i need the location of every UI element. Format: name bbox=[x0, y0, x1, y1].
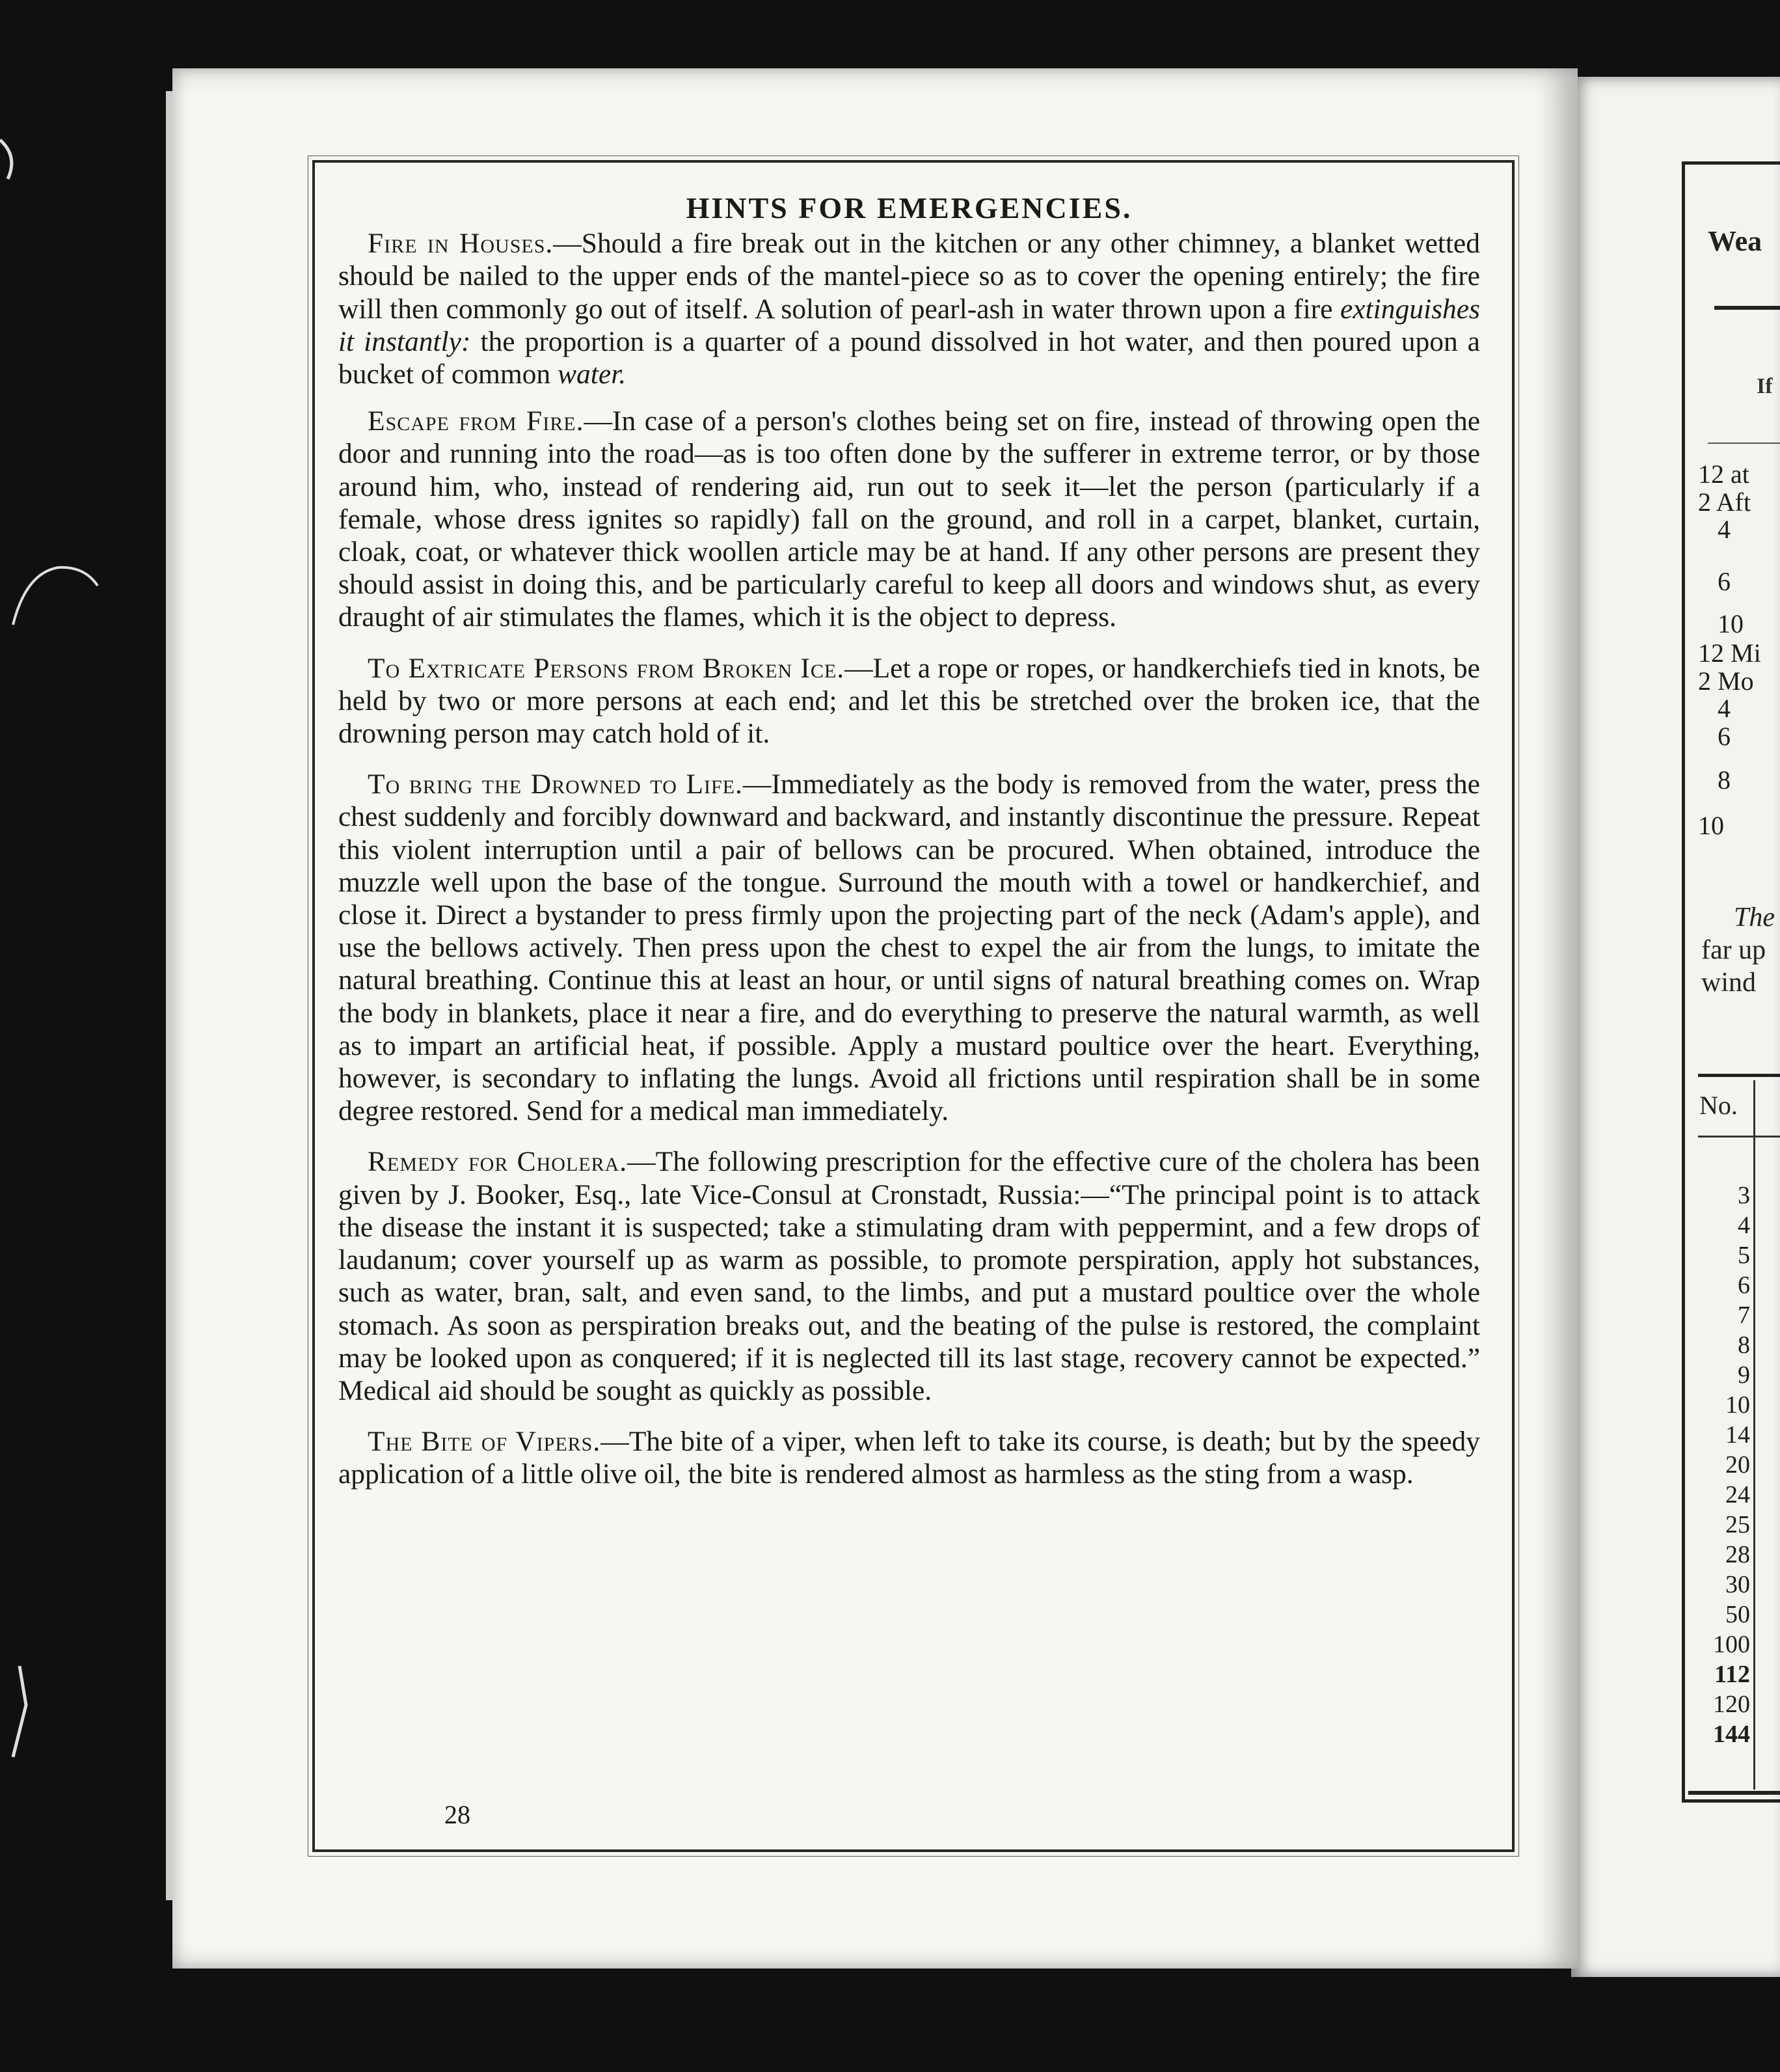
section-vipers bbox=[338, 1425, 1480, 1490]
section-escape-from-fire bbox=[338, 405, 1480, 633]
section-heading: Fire in Houses. bbox=[368, 228, 554, 260]
facing-number: 120 bbox=[1713, 1691, 1750, 1718]
facing-column-label: If bbox=[1757, 374, 1773, 398]
facing-number: 25 bbox=[1725, 1511, 1750, 1538]
facing-time: 12 at bbox=[1698, 459, 1749, 489]
facing-number: 10 bbox=[1725, 1391, 1750, 1419]
facing-note-line: far up bbox=[1701, 935, 1766, 965]
facing-time: 2 Aft bbox=[1698, 487, 1751, 517]
facing-number: 20 bbox=[1725, 1451, 1750, 1479]
section-heading: Escape from Fire. bbox=[368, 405, 584, 437]
facing-time: 2 Mo bbox=[1698, 666, 1754, 696]
section-heading: The Bite of Vipers. bbox=[368, 1426, 601, 1458]
facing-number: 50 bbox=[1725, 1601, 1750, 1628]
section-heading: To bring the Drowned to Life. bbox=[368, 769, 743, 800]
facing-time: 6 bbox=[1718, 567, 1731, 596]
facing-note-line: wind bbox=[1701, 968, 1756, 998]
section-heading: To Extricate Persons from Broken Ice. bbox=[368, 652, 845, 684]
section-heading: Remedy for Cholera. bbox=[368, 1146, 628, 1178]
section-text: —In case of a person's clothes being set on fire, instead of throwing open the door and running into the road—as is too often done by the sufferer in extreme terror, or by those around him, who, instead of rendering aid, run out to seek it—let the person (particularly if a female, whose dress ignites so rapidly) fall on the ground, and roll in a carpet, blanket, curtain, cloak, coat, or whatever thick woollen article may be at hand. If any other persons are present they should assist in doing this, and be particularly careful to keep all doors and windows shut, as every draught of air stimulates the flames, which it is the object to depress. bbox=[338, 405, 1480, 633]
section-cholera bbox=[338, 1145, 1480, 1407]
facing-number: 112 bbox=[1714, 1661, 1750, 1688]
section-emphasis: water. bbox=[558, 359, 627, 390]
facing-time: 10 bbox=[1718, 609, 1744, 638]
section-text: —Should a fire break out in the kitchen or any other chimney, a blanket wetted should be nailed to the upper ends of the mantel-piece so as to cover the opening entirely; the fire will then commonly go out of itself. A solution of pearl-ash in water thrown upon a fire bbox=[338, 228, 1480, 325]
section-emphasis: extinguishes it instantly: bbox=[338, 293, 1480, 357]
section-drowned bbox=[338, 768, 1480, 1127]
section-broken-ice bbox=[338, 652, 1480, 750]
facing-time: 10 bbox=[1698, 811, 1724, 840]
facing-number: 8 bbox=[1738, 1331, 1750, 1359]
facing-rule bbox=[1698, 1136, 1780, 1138]
facing-rule bbox=[1688, 1791, 1780, 1795]
facing-table-header: No. bbox=[1699, 1091, 1738, 1120]
facing-number: 3 bbox=[1738, 1182, 1750, 1209]
facing-number: 28 bbox=[1725, 1541, 1750, 1568]
facing-time: 12 Mi bbox=[1698, 638, 1761, 668]
section-text: the proportion is a quarter of a pound dissolved in hot water, and then poured upon a bucket of common bbox=[338, 325, 1480, 390]
section-text: —Immediately as the body is removed from the water, press the chest suddenly and forcibly downward and backward, and instantly discontinue the pressure. Repeat this violent interruption until a pair of bellows can be procured. When obtained, introduce the muzzle well upon the base of the tongue. Surround the mouth with a towel or handkerchief, and close it. Direct a bystander to press firmly upon the projecting part of the neck (Adam's apple), and use the bellows actively. Then press upon the chest to expel the air from the lungs, to imitate the natural breathing. Continue this at least an hour, or until signs of natural breathing comes on. Wrap the body in blankets, place it near a fire, and do everything to preserve the natural warmth, as well as to impart an artificial heat, if possible. Apply a mustard poultice over the heart. Everything, however, is secondary to inflating the lungs. Avoid all frictions until respiration shall be in some degree restored. Send for a medical man immediately. bbox=[338, 769, 1480, 1127]
page-title: HINTS FOR EMERGENCIES. bbox=[686, 191, 1133, 225]
facing-page-title: Wea bbox=[1708, 225, 1762, 257]
facing-time: 4 bbox=[1718, 515, 1731, 544]
facing-number: 6 bbox=[1738, 1272, 1750, 1299]
facing-note bbox=[1701, 901, 1775, 999]
page-content bbox=[338, 192, 1480, 1509]
facing-number: 9 bbox=[1738, 1361, 1750, 1389]
facing-number: 7 bbox=[1738, 1302, 1750, 1329]
facing-number: 100 bbox=[1713, 1631, 1750, 1658]
facing-time: 4 bbox=[1718, 694, 1731, 723]
facing-note-line: The bbox=[1734, 903, 1775, 933]
section-text: —The bite of a viper, when left to take its course, is death; but by the speedy application of a little olive oil, the bite is rendered almost as harmless as the sting from a wasp. bbox=[338, 1426, 1480, 1490]
facing-number: 30 bbox=[1725, 1571, 1750, 1598]
facing-rule bbox=[1698, 1074, 1780, 1077]
section-text: —Let a rope or ropes, or handkerchiefs tied in knots, be held by two or more persons at each end; and let this be stretched over the broken ice, that the drowning person may catch hold of it. bbox=[338, 652, 1480, 750]
facing-number: 4 bbox=[1738, 1212, 1750, 1239]
facing-number: 5 bbox=[1738, 1242, 1750, 1269]
facing-rule bbox=[1708, 443, 1780, 444]
facing-number: 24 bbox=[1725, 1481, 1750, 1508]
facing-time: 6 bbox=[1718, 722, 1731, 751]
facing-number: 14 bbox=[1725, 1421, 1750, 1449]
section-fire-in-houses bbox=[338, 227, 1480, 390]
facing-rule bbox=[1714, 306, 1780, 310]
facing-number: 144 bbox=[1713, 1721, 1750, 1748]
page-number: 28 bbox=[444, 1800, 470, 1829]
section-text: —The following prescription for the effective cure of the cholera has been given by J. Booker, Esq., late Vice-Consul at Cronstadt, Russia:—“The principal point is to attack the disease the instant it is suspected; take a stimulating dram with peppermint, and a few drops of laudanum; cover yourself up as warm as possible, to promote perspiration, apply hot substances, such as water, bran, salt, and even sand, to the limbs, and put a mustard poultice over the whole stomach. As soon as perspiration breaks out, and the beating of the pulse is restored, the complaint may be looked upon as conquered; if it is neglected till its last stage, recovery cannot be expected.” Medical aid should be sought as quickly as possible. bbox=[338, 1146, 1480, 1406]
facing-column-rule bbox=[1753, 1080, 1755, 1790]
facing-time: 8 bbox=[1718, 765, 1731, 795]
